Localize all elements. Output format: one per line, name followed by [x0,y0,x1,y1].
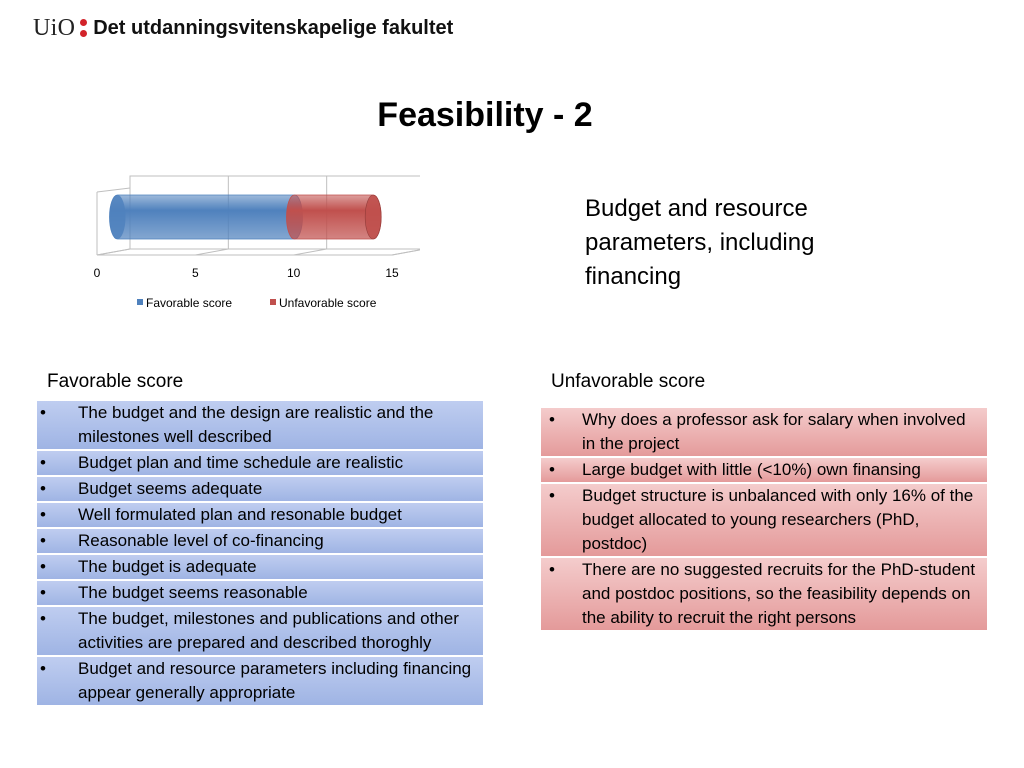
bullet-icon: • [40,557,46,576]
gridline-floor [392,249,420,255]
list-item-text: There are no suggested recruits for the PhD-student and postdoc positions, so the feasibility depends on the ability to recruit the right persons [582,560,976,627]
bullet-icon: • [40,609,46,628]
list-item [37,529,483,553]
unfavorable-heading: Unfavorable score [551,371,706,392]
list-item [37,401,483,449]
bullet-icon: • [40,479,46,498]
bullet-icon: • [40,531,46,550]
list-item-text: Budget structure is unbalanced with only 16% of the budget allocated to young researchers (PhD, postdoc) [582,486,974,553]
list-item-text: The budget and the design are realistic and the milestones well described [78,403,434,446]
list-item-text: Reasonable level of co-financing [78,531,324,550]
list-item-text: The budget seems reasonable [78,583,308,602]
gridline-floor [294,249,327,255]
x-tick-label: 5 [191,266,199,280]
bullet-icon: • [40,505,46,524]
list-item [541,458,987,482]
list-item-text: Well formulated plan and resonable budget [78,505,402,524]
slide-title: Feasibility - 2 [377,96,593,134]
list-item [37,555,483,579]
list-item [37,477,483,501]
bullet-icon: • [40,583,46,602]
list-item [37,503,483,527]
bar-segment-favorable-score [110,195,303,239]
list-item [37,451,483,475]
side-text: Budget and resource parameters, including financing [585,195,815,290]
list-item-text: The budget is adequate [78,557,257,576]
list-item [541,484,987,556]
x-tick-label: 15 [385,266,399,280]
list-item-text: Budget seems adequate [78,479,263,498]
legend-swatch [270,299,276,305]
header [33,13,453,43]
list-item-text: Large budget with little (<10%) own finansing [582,460,921,479]
list-item-text: Budget plan and time schedule are realistic [78,453,404,472]
list-item [541,558,987,630]
list-item [37,657,483,705]
bullet-icon: • [40,403,46,422]
faculty-name: Det utdanningsvitenskapelige fakultet [93,16,454,39]
bullet-icon: • [549,486,555,505]
bullet-icon: • [549,410,555,429]
score-bar-chart [80,170,420,320]
list-item [37,581,483,605]
list-item-text: The budget, milestones and publications and other activities are prepared and described thoroghly [78,609,459,652]
bullet-icon: • [549,560,555,579]
bullet-icon: • [549,460,555,479]
chart-floor [97,249,420,255]
uio-colon-icon [80,19,87,37]
bar-start-cap [110,195,126,239]
list-item [541,408,987,456]
uio-logo: UiO [33,14,76,41]
x-tick-label: 10 [286,266,301,280]
list-item [37,607,483,655]
favorable-heading: Favorable score [47,371,184,392]
chart-left-wall-top [97,188,130,192]
gridline-floor [97,249,130,255]
list-item-text: Why does a professor ask for salary when involved in the project [582,410,966,453]
legend-swatch [137,299,143,305]
list-item-text: Budget and resource parameters including financing appear generally appropriate [78,659,472,702]
legend-label: Unfavorable score [279,296,377,310]
x-tick-label: 0 [93,266,101,280]
legend-label: Favorable score [146,296,233,310]
bar-end-cap [365,195,381,239]
favorable-list [37,401,483,707]
bullet-icon: • [40,659,46,678]
unfavorable-list [541,408,987,632]
gridline-floor [195,249,228,255]
bullet-icon: • [40,453,46,472]
